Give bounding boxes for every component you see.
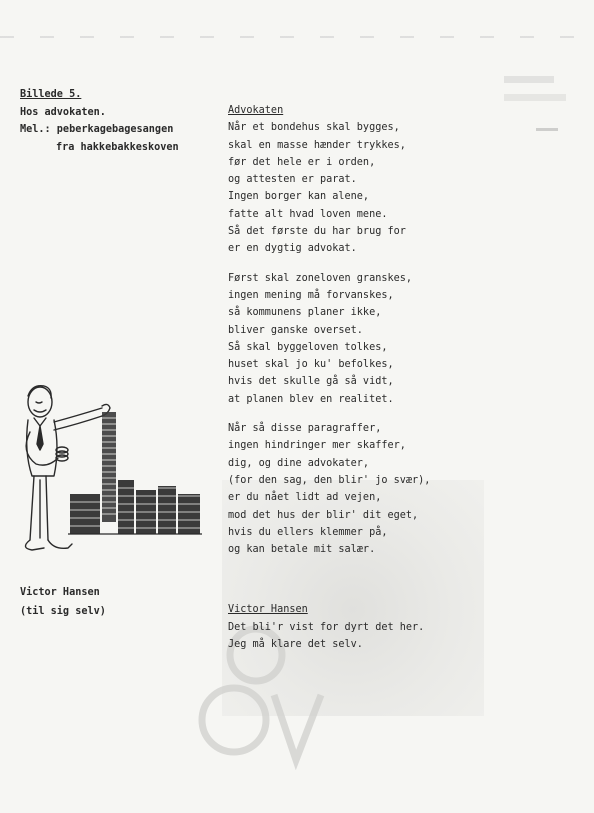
stanza-3	[228, 420, 430, 558]
song-block	[228, 102, 430, 570]
victor-name-right: Victor Hansen	[228, 604, 308, 615]
verse-line: Så det første du har brug for	[228, 226, 406, 238]
victor-lines	[228, 601, 424, 654]
stanza-1	[228, 119, 430, 257]
verse-line: skal en masse hænder trykkes,	[228, 139, 406, 151]
verse-line: Ingen borger kan alene,	[228, 191, 370, 203]
scene-header	[20, 86, 179, 156]
bleed-through-header	[500, 70, 580, 140]
scene-location: Hos advokaten.	[20, 106, 106, 118]
verse-line: (for den sag, den blir' jo svær),	[228, 474, 431, 486]
aside-note: (til sig selv)	[20, 606, 106, 617]
verse-line: Først skal zoneloven granskes,	[228, 272, 413, 284]
verse-line: før det hele er i orden,	[228, 156, 376, 168]
verse-line: ingen mening må forvanskes,	[228, 289, 394, 301]
verse-line: mod det hus der blir' dit eget,	[228, 509, 419, 521]
scene-title: Billede 5.	[20, 89, 82, 100]
melody-label: Mel.: peberkagebagesangen	[20, 124, 174, 135]
speaker-name: Advokaten	[228, 105, 284, 116]
victor-line: Det bli'r vist for dyrt det her.	[228, 621, 425, 633]
stanza-2	[228, 270, 430, 408]
verse-line: hvis du ellers klemmer på,	[228, 526, 388, 538]
verse-line: bliver ganske overset.	[228, 324, 363, 336]
verse-line: og attesten er parat.	[228, 174, 357, 186]
verse-line: hvis det skulle gå så vidt,	[228, 376, 394, 388]
melody-continuation: fra hakkebakkeskoven	[56, 141, 179, 153]
victor-name-left: Victor Hansen	[20, 587, 100, 598]
verse-line: er du nået lidt ad vejen,	[228, 492, 382, 504]
victor-aside	[20, 583, 106, 621]
victor-line: Jeg må klare det selv.	[228, 639, 363, 650]
top-edge-marks	[0, 36, 594, 38]
verse-line: og kan betale mit salær.	[228, 544, 376, 556]
verse-line: huset skal jo ku' befolkes,	[228, 359, 394, 371]
verse-line: Så skal byggeloven tolkes,	[228, 341, 388, 353]
verse-line: at planen blev en realitet.	[228, 393, 394, 405]
verse-line: ingen hindringer mer skaffer,	[228, 440, 406, 452]
verse-line: dig, og dine advokater,	[228, 457, 370, 469]
lawyer-cartoon-illustration	[14, 372, 209, 562]
verse-line: Når så disse paragraffer,	[228, 423, 382, 435]
verse-line: Når et bondehus skal bygges,	[228, 122, 400, 134]
verse-line: så kommunens planer ikke,	[228, 307, 382, 319]
verse-line: er en dygtig advokat.	[228, 243, 357, 255]
verse-line: fatte alt hvad loven mene.	[228, 208, 388, 220]
